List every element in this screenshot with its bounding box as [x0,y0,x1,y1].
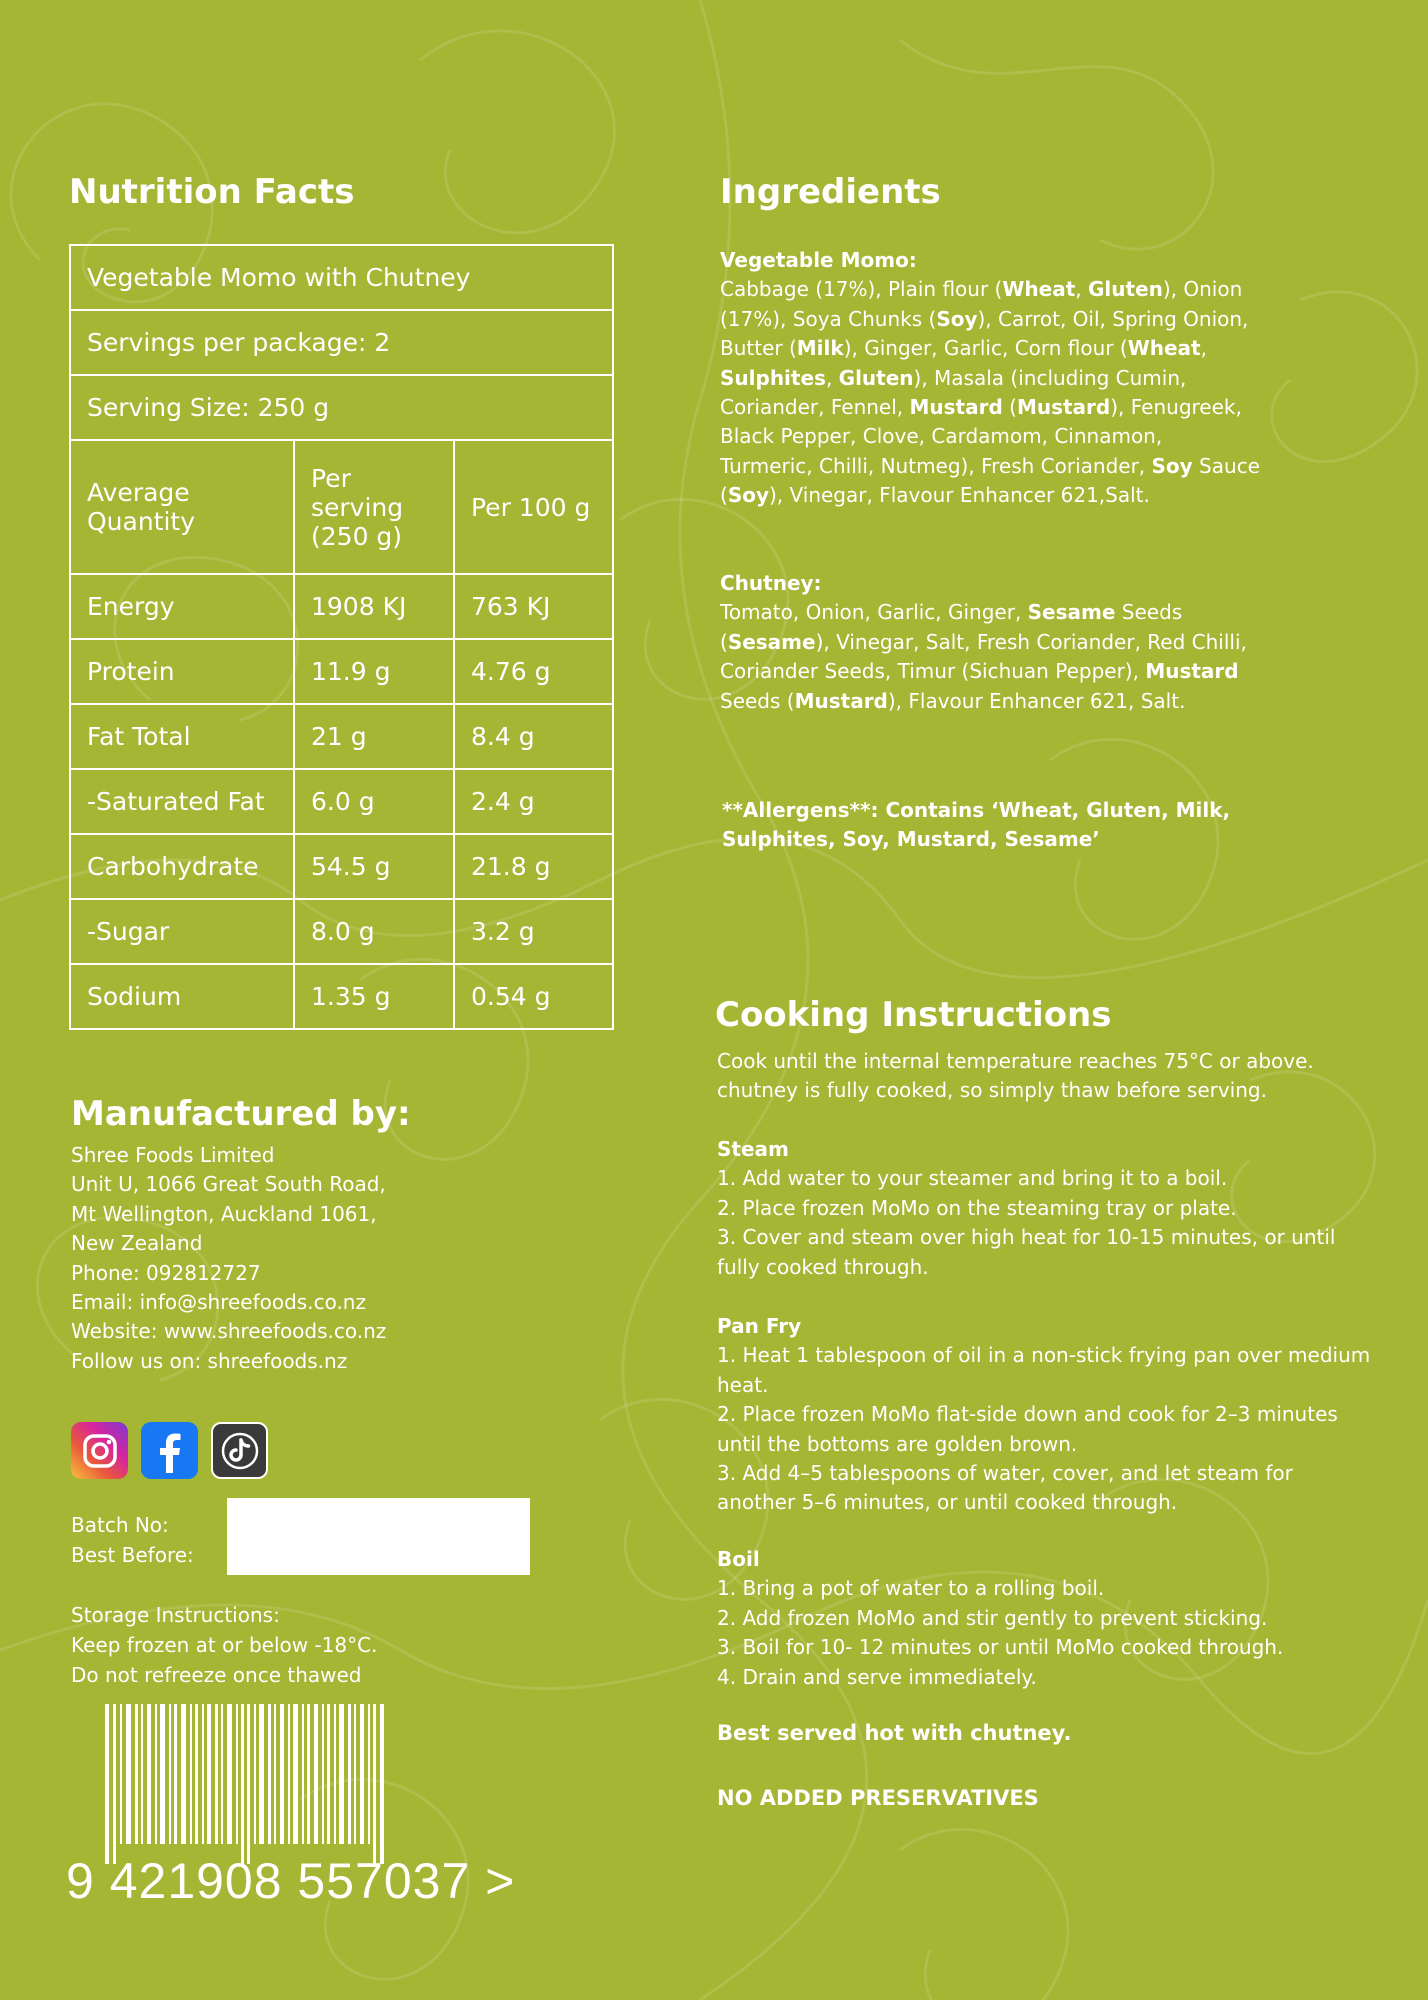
pan-fry-step: 3. Add 4–5 tablespoons of water, cover, and let steam for another 5–6 minutes, or until cooked through. [717,1461,1293,1515]
storage-line: Do not refreeze once thawed [71,1663,362,1687]
ingredient-text: , [1200,336,1207,361]
intro-line: chutney is fully cooked, so simply thaw before serving. [717,1078,1267,1103]
steam-heading: Steam [717,1137,789,1161]
storage-line: Keep frozen at or below -18°C. [71,1633,378,1657]
ingredient-text: ), Vinegar, Salt, Fresh Coriander, Red Chilli, Coriander Seeds, Timur (Sichuan Pepper), [720,629,1247,684]
nutrition-title: Nutrition Facts [69,172,355,212]
allergen-word: Milk [796,336,844,361]
batch-labels [71,1510,194,1570]
ingredient-text: Sauce ( [720,453,1260,508]
social-icons [71,1422,268,1479]
barcode-number: 9 421908 557037 > [66,1853,516,1909]
boil-heading: Boil [717,1547,760,1571]
pan-fry-heading: Pan Fry [717,1314,802,1338]
address-line: Mt Wellington, Auckland 1061, [71,1201,377,1226]
company-name: Shree Foods Limited [71,1143,275,1167]
nutrient-per-serving: 1.35 g [294,964,454,1029]
email: Email: info@shreefoods.co.nz [71,1290,366,1315]
nutrient-per-serving: 11.9 g [294,639,454,704]
pan-fry-section [717,1312,1377,1518]
storage-heading: Storage Instructions: [71,1603,280,1627]
product-name: Vegetable Momo with Chutney [70,245,613,310]
chutney-ingredients [720,569,1260,716]
allergen-word: Mustard [1145,659,1239,684]
column-header: Per serving (250 g) [294,440,454,574]
allergen-word: Gluten [838,365,914,390]
ingredient-text: Seeds ( [720,600,1183,654]
nutrient-row [70,639,613,704]
ingredient-text: Seeds ( [720,688,795,713]
ingredient-text: ), Masala (including Cumin, Coriander, Fennel, [720,365,1187,420]
address-line: New Zealand [71,1231,203,1256]
allergen-word: Soy [936,306,978,331]
allergen-word: Mustard [909,395,1003,420]
steam-step: 3. Cover and steam over high heat for 10-15 minutes, or until fully cooked through. [717,1225,1336,1279]
ingredient-text: ( [1002,395,1017,420]
ingredient-text: Tomato, Onion, Garlic, Ginger, [720,600,1028,625]
nutrient-per-100g: 8.4 g [454,704,613,769]
cooking-title: Cooking Instructions [715,995,1112,1035]
intro-line: Cook until the internal temperature reaches 75°C or above. [717,1049,1314,1073]
vegetable-momo-heading: Vegetable Momo: [720,248,917,272]
nutrient-per-serving: 21 g [294,704,454,769]
nutrient-row [70,964,613,1029]
nutrient-name: -Saturated Fat [70,769,294,834]
nutrient-per-100g: 4.76 g [454,639,613,704]
address-line: Unit U, 1066 Great South Road, [71,1172,386,1197]
boil-step: 1. Bring a pot of water to a rolling boil. [717,1576,1105,1601]
allergen-word: Soy [727,483,769,508]
nutrient-row [70,834,613,899]
allergen-word: Wheat [1002,277,1076,302]
allergen-word: Wheat [1127,336,1201,361]
vegetable-momo-ingredients [720,246,1260,511]
ingredient-text: ), Flavour Enhancer 621, Salt. [887,688,1186,713]
nutrient-row [70,574,613,639]
batch-date-box [227,1498,530,1575]
allergen-word: Mustard [794,688,888,713]
column-header: Average Quantity [70,440,294,574]
nutrient-per-100g: 21.8 g [454,834,613,899]
manufacturer-title: Manufactured by: [71,1094,411,1134]
nutrient-per-100g: 2.4 g [454,769,613,834]
nutrient-per-100g: 763 KJ [454,574,613,639]
pan-fry-step: 1. Heat 1 tablespoon of oil in a non-stick frying pan over medium heat. [717,1343,1371,1397]
allergen-word: Gluten [1088,277,1163,302]
chutney-heading: Chutney: [720,571,822,595]
follow-us: Follow us on: shreefoods.nz [71,1348,348,1373]
facebook-icon[interactable] [141,1422,198,1479]
ingredient-text: ), Fenugreek, Black Pepper, Clove, Cardamom, Cinnamon, Turmeric, Chilli, Nutmeg), Fresh Coriander, [720,395,1242,478]
allergen-word: Soy [1151,453,1193,478]
nutrient-row [70,769,613,834]
nutrient-per-serving: 8.0 g [294,899,454,964]
manufacturer-details [71,1141,386,1376]
nutrition-table [69,244,614,1030]
allergens-statement: **Allergens**: Contains ‘Wheat, Gluten, Milk, Sulphites, Soy, Mustard, Sesame’ [722,798,1231,852]
no-preservatives-note: NO ADDED PRESERVATIVES [717,1786,1039,1810]
steam-step: 2. Place frozen MoMo on the steaming tray or plate. [717,1195,1237,1220]
ingredients-title: Ingredients [720,172,941,212]
batch-number-label: Batch No: [71,1513,169,1537]
servings-per-package: Servings per package: 2 [70,310,613,375]
nutrient-name: Energy [70,574,294,639]
boil-step: 3. Boil for 10- 12 minutes or until MoMo cooked through. [717,1635,1284,1660]
nutrient-per-serving: 54.5 g [294,834,454,899]
column-header: Per 100 g [454,440,613,574]
ingredient-text: , [825,365,839,390]
steam-step: 1. Add water to your steamer and bring it to a boil. [717,1166,1228,1191]
nutrient-per-100g: 0.54 g [454,964,613,1029]
ingredient-text: ), Vinegar, Flavour Enhancer 621,Salt. [769,483,1150,508]
allergen-word: Sesame [1027,600,1116,625]
nutrient-row [70,899,613,964]
ingredient-text: ), Onion (17%), Soya Chunks ( [720,277,1243,331]
nutrient-per-serving: 1908 KJ [294,574,454,639]
allergen-word: Sulphites [720,365,826,390]
steam-section [717,1135,1377,1282]
nutrient-name: -Sugar [70,899,294,964]
nutrient-name: Protein [70,639,294,704]
allergen-word: Sesame [727,629,816,654]
boil-step: 4. Drain and serve immediately. [717,1664,1037,1689]
nutrient-name: Fat Total [70,704,294,769]
serving-suggestion: Best served hot with chutney. [717,1721,1072,1745]
nutrient-name: Carbohydrate [70,834,294,899]
nutrient-per-serving: 6.0 g [294,769,454,834]
tiktok-icon[interactable] [211,1422,268,1479]
instagram-icon[interactable] [71,1422,128,1479]
chutney-text [720,598,1260,716]
pan-fry-step: 2. Place frozen MoMo flat-side down and cook for 2–3 minutes until the bottoms are golden brown. [717,1402,1338,1456]
nutrient-name: Sodium [70,964,294,1029]
phone: Phone: 092812727 [71,1260,261,1285]
ingredient-text: , [1075,277,1088,302]
website: Website: www.shreefoods.co.nz [71,1319,387,1344]
ingredient-text: ), Carrot, Oil, Spring Onion, Butter ( [720,306,1249,361]
serving-size: Serving Size: 250 g [70,375,613,440]
boil-step: 2. Add frozen MoMo and stir gently to prevent sticking. [717,1605,1268,1630]
cooking-intro [717,1047,1357,1106]
nutrient-row [70,704,613,769]
vegetable-momo-text [720,275,1260,510]
nutrient-per-100g: 3.2 g [454,899,613,964]
storage-instructions [71,1600,377,1690]
allergen-word: Mustard [1016,395,1111,420]
ingredient-text: Cabbage (17%), Plain flour ( [720,277,1003,302]
ingredient-text: ), Ginger, Garlic, Corn flour ( [843,336,1128,361]
boil-section [717,1545,1377,1692]
best-before-label: Best Before: [71,1543,194,1567]
